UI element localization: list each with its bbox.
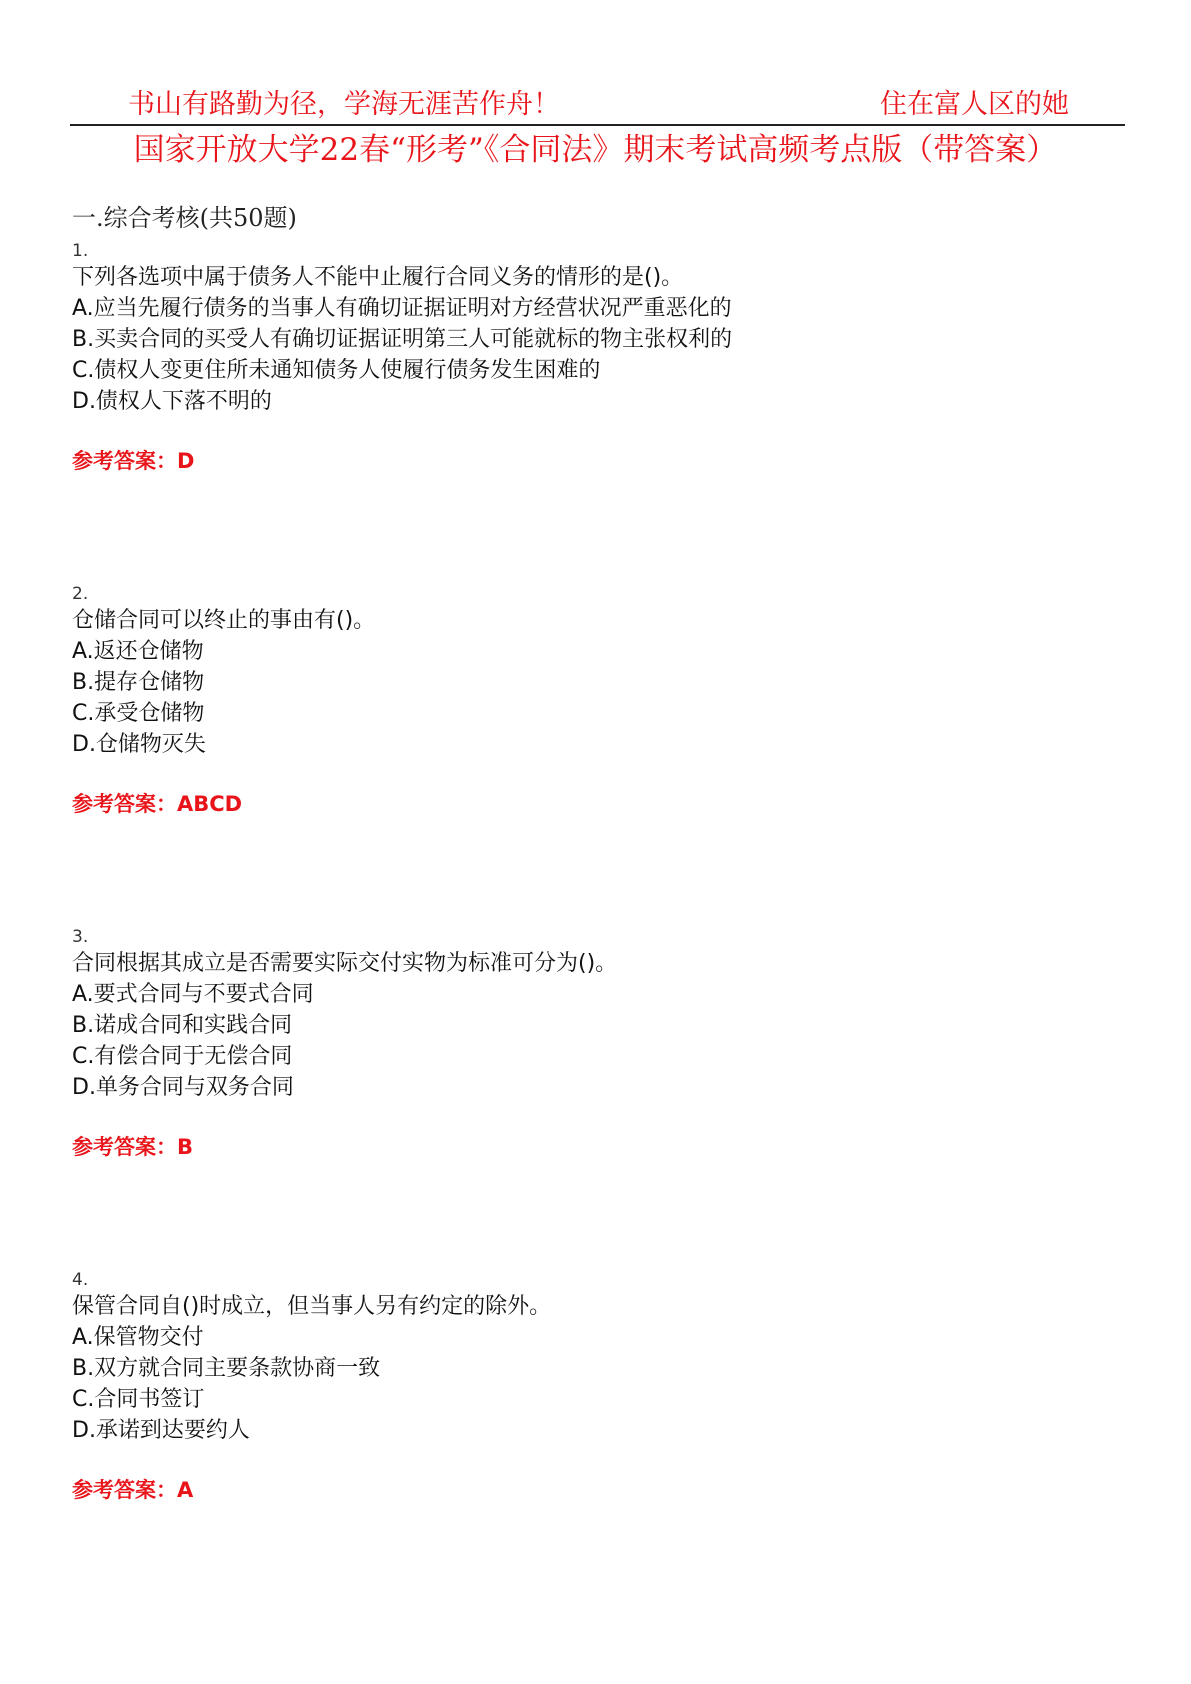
question-4: [72, 1269, 1132, 1504]
option-b: B.双方就合同主要条款协商一致: [72, 1356, 381, 1381]
document-title: 国家开放大学22春“形考”《合同法》期末考试高频考点版（带答案）: [133, 132, 1058, 168]
option-b: B.诺成合同和实践合同: [72, 1013, 293, 1038]
option-b: B.买卖合同的买受人有确切证据证明第三人可能就标的物主张权利的: [72, 327, 733, 352]
option-a: A.保管物交付: [72, 1325, 204, 1350]
section-heading: 一.综合考核(共50题): [72, 204, 297, 232]
question-stem: 仓储合同可以终止的事由有()。: [72, 608, 376, 633]
option-d: D.仓储物灭失: [72, 732, 206, 757]
question-stem: 保管合同自()时成立，但当事人另有约定的除外。: [72, 1294, 552, 1319]
question-stem: 下列各选项中属于债务人不能中止履行合同义务的情形的是()。: [72, 265, 684, 290]
question-2: [72, 583, 1132, 818]
question-number: 4.: [72, 1270, 89, 1290]
option-d: D.单务合同与双务合同: [72, 1075, 294, 1100]
reference-answer: 参考答案：A: [72, 1478, 194, 1502]
question-stem: 合同根据其成立是否需要实际交付实物为标准可分为()。: [72, 951, 618, 976]
option-a: A.要式合同与不要式合同: [72, 982, 314, 1007]
header-motto: 书山有路勤为径，学海无涯苦作舟！: [128, 89, 560, 120]
page-header: [70, 78, 1125, 126]
reference-answer: 参考答案：ABCD: [72, 792, 243, 816]
option-d: D.债权人下落不明的: [72, 389, 272, 414]
option-c: C.债权人变更住所未通知债务人使履行债务发生困难的: [72, 358, 601, 383]
option-b: B.提存仓储物: [72, 670, 205, 695]
question-1: [72, 240, 1132, 475]
header-author: 住在富人区的她: [880, 89, 1069, 120]
option-c: C.承受仓储物: [72, 701, 205, 726]
option-a: A.返还仓储物: [72, 639, 204, 664]
option-a: A.应当先履行债务的当事人有确切证据证明对方经营状况严重恶化的: [72, 296, 732, 321]
option-c: C.合同书签订: [72, 1387, 205, 1412]
question-3: [72, 926, 1132, 1161]
question-number: 1.: [72, 241, 89, 261]
option-c: C.有偿合同于无偿合同: [72, 1044, 293, 1069]
question-number: 2.: [72, 584, 89, 604]
question-number: 3.: [72, 927, 89, 947]
reference-answer: 参考答案：D: [72, 449, 195, 473]
option-d: D.承诺到达要约人: [72, 1418, 250, 1443]
reference-answer: 参考答案：B: [72, 1135, 194, 1159]
